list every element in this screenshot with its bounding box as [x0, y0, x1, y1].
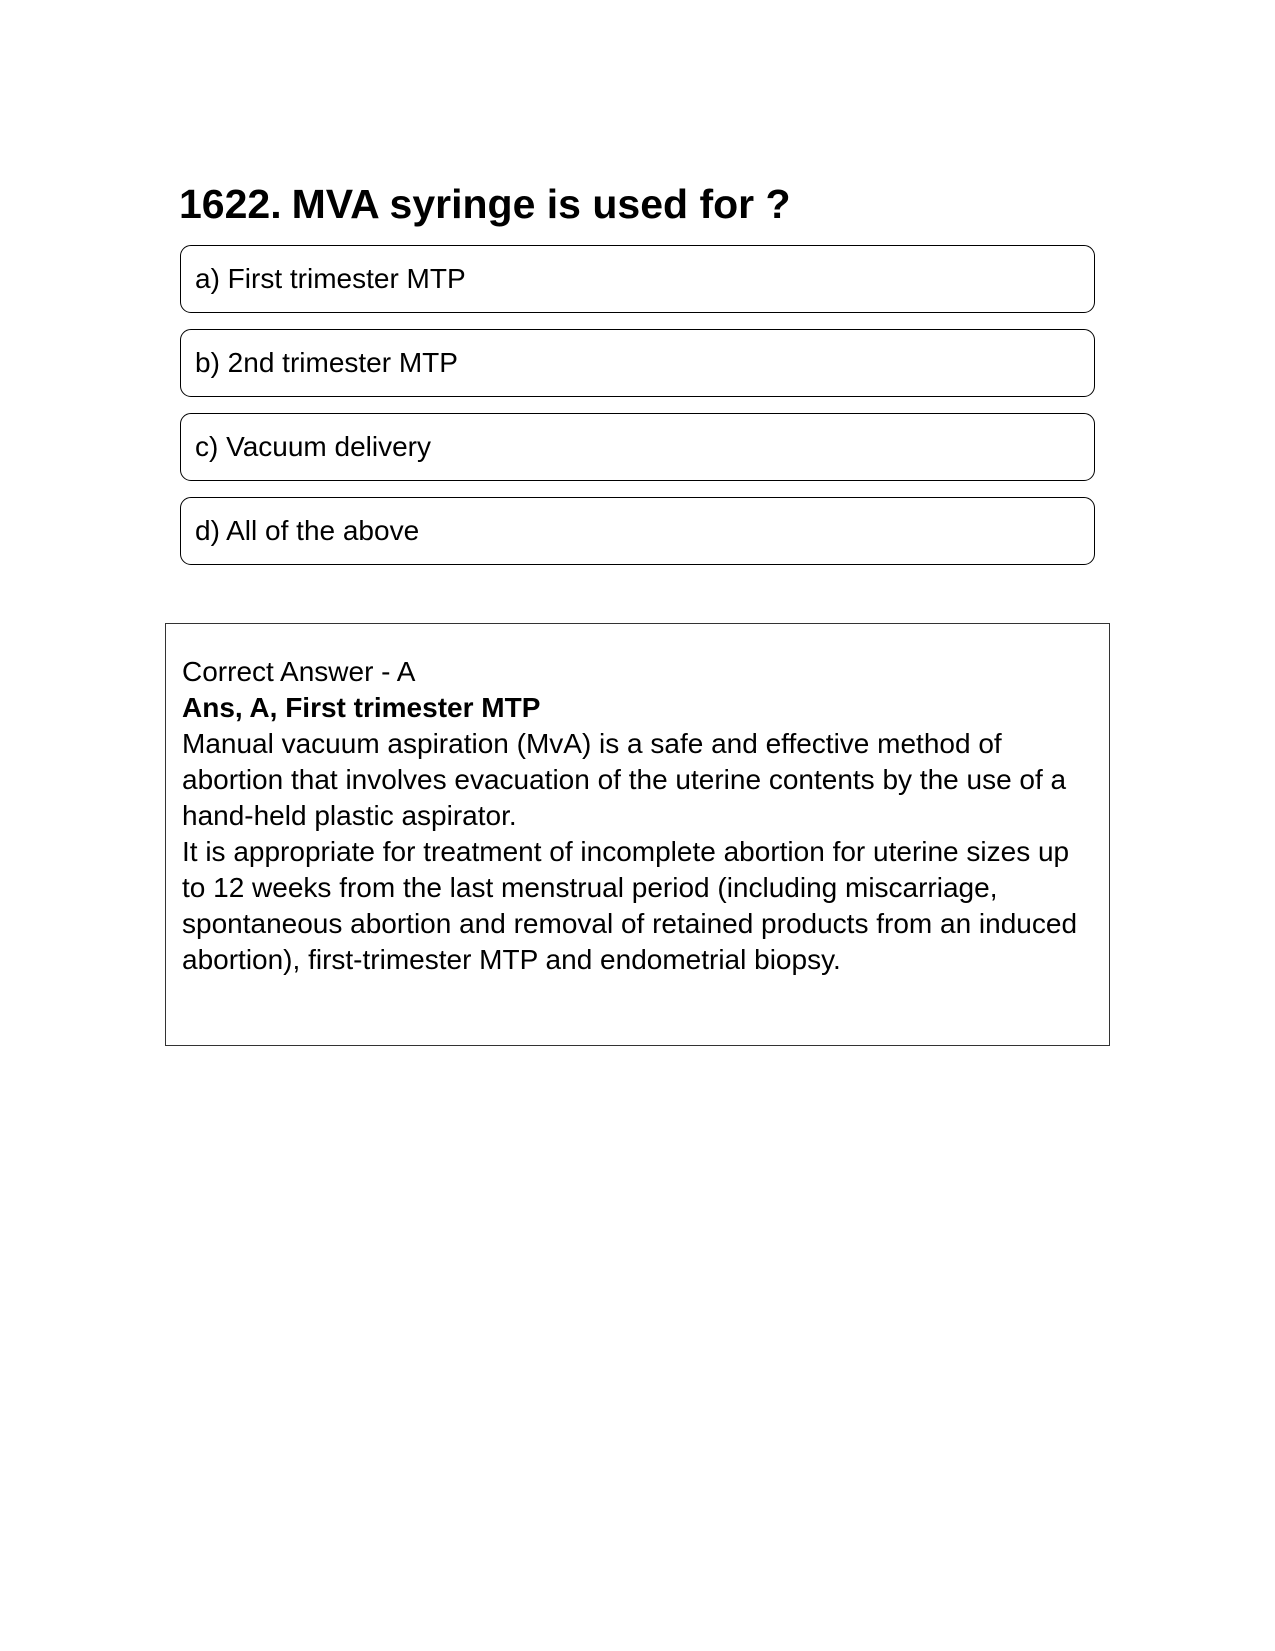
explanation-paragraph-1: Manual vacuum aspiration (MvA) is a safe and effective method of abortion that involves evacuation of the uterine contents by the use of a hand-held plastic aspirator.	[182, 728, 1067, 831]
explanation-paragraph-2: It is appropriate for treatment of incomplete abortion for uterine sizes up to 12 weeks from the last menstrual period (including miscarriage, spontaneous abortion and removal of retained products from an induced abortion), first-trimester MTP and endometrial biopsy.	[182, 836, 1078, 975]
correct-answer-line: Correct Answer - A	[182, 656, 416, 687]
option-d[interactable]: d) All of the above	[180, 497, 1095, 565]
option-c[interactable]: c) Vacuum delivery	[180, 413, 1095, 481]
option-b[interactable]: b) 2nd trimester MTP	[180, 329, 1095, 397]
question-number: 1622.	[179, 181, 282, 227]
option-a[interactable]: a) First trimester MTP	[180, 245, 1095, 313]
answer-explanation-box	[165, 623, 1110, 1046]
question-title	[179, 176, 791, 232]
answer-heading: Ans, A, First trimester MTP	[182, 692, 541, 723]
question-text: MVA syringe is used for ?	[291, 181, 791, 227]
